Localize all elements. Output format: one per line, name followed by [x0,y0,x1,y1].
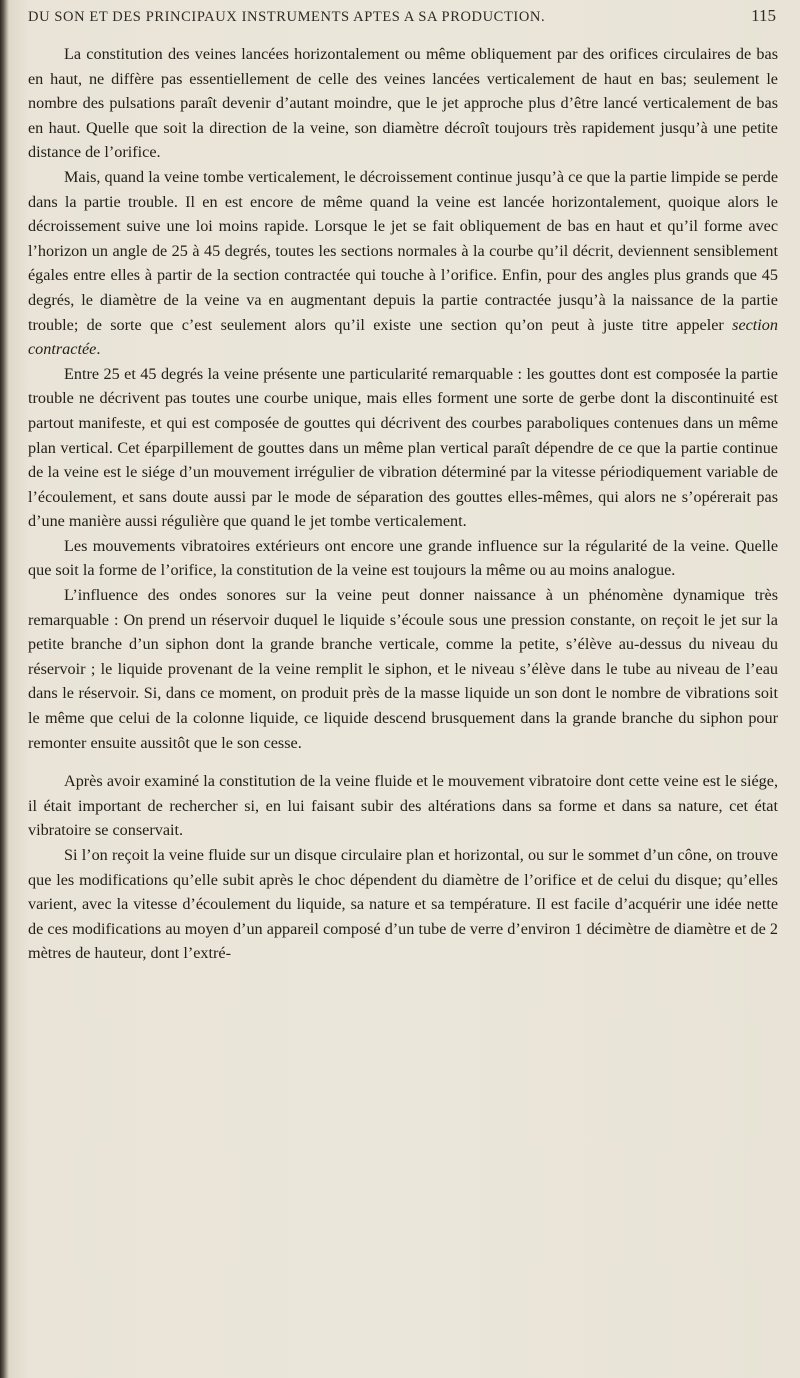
body-text [28,42,778,966]
paragraph: Les mouvements vibratoires extérieurs ont encore une grande influence sur la régularité de la veine. Quelle que soit la forme de l’orifice, la constitution de la veine est toujours la même ou au moins analogue. [28,536,778,580]
paragraph: Si l’on reçoit la veine fluide sur un disque circulaire plan et horizontal, ou sur le sommet d’un cône, on trouve que les modifications qu’elle subit après le choc dépendent du diamètre de l’orifice et de celui du disque; qu’elles varient, avec la vitesse d’écoulement du liquide, sa nature et sa température. Il est facile d’acquérir une idée nette de ces modifications au moyen d’un appareil composé d’un tube de verre d’environ 1 décimètre de diamètre et de 2 mètres de hauteur, dont l’extré- [28,846,778,963]
paragraph-text-end: . [96,340,101,359]
paragraph: La constitution des veines lancées horizontalement ou même obliquement par des orifices circulaires de bas en haut, ne diffère pas essentiellement de celle des veines lancées verticalement de haut en bas; seulement le nombre des pulsations paraît devenir d’autant moindre, que le jet approche plus d’être lancé verticalement de bas en haut. Quelle que soit la direction de la veine, son diamètre décroît toujours très rapidement jusqu’à une petite distance de l’orifice. [28,45,778,162]
running-head: DU SON ET DES PRINCIPAUX INSTRUMENTS APTES A SA PRODUCTION. [28,9,546,25]
page-header [28,6,776,36]
paragraph: Entre 25 et 45 degrés la veine présente une particularité remarquable : les gouttes dont est composée la partie trouble ne décrivent pas toutes une courbe unique, mais elles forment une sorte de gerbe dont la discontinuité est partout manifeste, et qui est composée de gouttes qui décrivent des courbes paraboliques contenues dans un même plan vertical. Cet éparpillement de gouttes dans un même plan vertical paraît dépendre de ce que la partie continue de la veine est le siége d’un mouvement irrégulier de vibration déterminé par la vitesse périodiquement variable de l’écoulement, et sans doute aussi par le mode de séparation des gouttes elles-mêmes, qui alors ne s’opérerait pas d’une manière aussi régulière que quand le jet tombe verticalement. [28,364,778,531]
paragraph: Après avoir examiné la constitution de la veine fluide et le mouvement vibratoire dont cette veine est le siége, il était important de rechercher si, en lui faisant subir des altérations dans sa forme et dans sa nature, cet état vibratoire se conservait. [28,772,778,840]
paragraph-text: Mais, quand la veine tombe verticalement, le décroissement continue jusqu’à ce que la partie limpide se perde dans la partie trouble. Il en est encore de même quand la veine est lancée horizontalement, quoique alors le décroissement suive une loi moins rapide. Lorsque le jet se fait obliquement de bas en haut et qu’il forme avec l’horizon un angle de 25 à 45 degrés, toutes les sections normales à la courbe qu’il décrit, deviennent sensiblement égales entre elles à partir de la section contractée qui touche à l’orifice. Enfin, pour des angles plus grands que 45 degrés, le diamètre de la veine va en augmentant depuis la partie contractée jusqu’à la naissance de la partie trouble; de sorte que c’est seulement alors qu’il existe une section qu’on peut à juste titre appeler [28,167,778,334]
paragraph: L’influence des ondes sonores sur la veine peut donner naissance à un phénomène dynamique très remarquable : On prend un réservoir duquel le liquide s’écoule sous une pression constante, on reçoit le jet sur la petite branche d’un siphon dont la grande branche verticale, comme la petite, s’élève au-dessus du niveau du réservoir ; le liquide provenant de la veine remplit le siphon, et le niveau s’élève dans le tube au niveau de l’eau dans le réservoir. Si, dans ce moment, on produit près de la masse liquide un son dont le nombre de vibrations soit le même que celui de la colonne liquide, ce liquide descend brusquement dans la grande branche du siphon pour remonter ensuite aussitôt que le son cesse. [28,586,778,752]
paragraph [28,165,778,362]
page-number: 115 [751,6,776,25]
emphasized-term: section contractée [28,315,778,359]
binding-gutter [0,0,9,1378]
